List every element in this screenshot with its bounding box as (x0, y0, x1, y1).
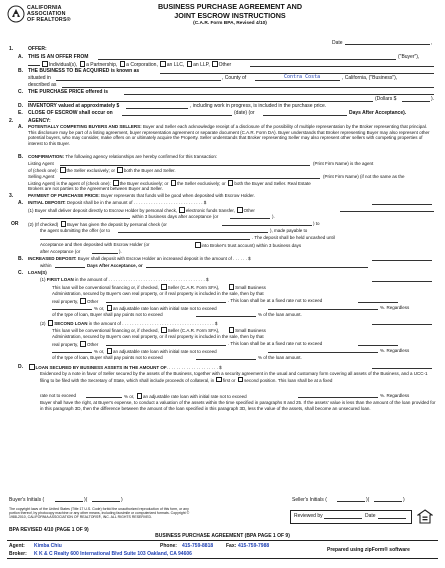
into-broker-label: into Broker's trust account) within 3 business days (201, 243, 302, 248)
initial-deposit-line (28, 200, 206, 205)
price-words-field-2[interactable] (28, 101, 373, 102)
page-title (130, 3, 330, 20)
d-regardless: %. Regardless (380, 393, 410, 398)
llc-checkbox[interactable] (160, 61, 166, 67)
offer-e-text: CLOSE OF ESCROW shall occur on (28, 110, 113, 116)
payment-heading: PAYMENT OF PURCHASE PRICE: (28, 193, 100, 198)
listing-agent-suffix: (Print Firm Name) is the agent (313, 161, 374, 166)
increased-deposit-line (28, 256, 251, 261)
c2-points-field[interactable] (196, 359, 256, 360)
buyer-initials-field-1[interactable] (55, 501, 83, 502)
agency-b-letter: B. (18, 154, 23, 160)
eft-checkbox[interactable] (179, 207, 185, 213)
agency-num: 2. (9, 118, 14, 124)
brokers-note: Brokers are not parties to the Agreement between Buyer and Seller. (28, 186, 163, 191)
eft-label: electronic funds transfer, (185, 208, 235, 213)
agent-submit-label: the agent submitting the offer (or to (40, 228, 110, 233)
a1-text: Buyer shall deliver deposit directly to Escrow Holder by personal check, (34, 208, 178, 213)
date-label: Date (332, 40, 343, 46)
agency-b-text: The following agency relationships are hereby confirmed for this transaction: (64, 154, 218, 159)
payment-num: 3. (9, 193, 14, 199)
logo-line3: OF REALTORS® (27, 17, 71, 23)
agency-heading: AGENCY: (28, 118, 51, 124)
offer-d-letter: D. (18, 103, 23, 109)
c1-admin-line: Administration, secured by Buyer's own real property, or if real property is included in the sale, then by that (52, 291, 264, 296)
assets-loan-field[interactable] (372, 368, 432, 369)
c1-pct-loan: % of the loan amount. (258, 312, 302, 317)
seller-exclusively-checkbox-2[interactable] (171, 180, 177, 186)
a2-rest: Buyer has given the deposit by personal check (or (67, 222, 167, 227)
c2-admin-line: Administration, secured by Buyer's own real property, or if real property is included in the sale, then by that (52, 334, 264, 339)
d-pct-adj: % or, (124, 394, 135, 399)
footer-top-rule (7, 540, 438, 541)
payment-c-letter: C. (18, 270, 23, 276)
check-one-label: of (check one): (28, 168, 58, 173)
rate-not-label: rate not to exceed (40, 393, 77, 398)
title-line1: BUSINESS PURCHASE AGREEMENT AND (157, 2, 303, 11)
a1-other-field[interactable] (340, 211, 434, 212)
other-entity-field[interactable] (250, 66, 434, 67)
individual-label: Individual(s), (48, 62, 78, 68)
payable-to-label: ), made payable to (270, 228, 308, 233)
increased-deposit-field[interactable] (372, 260, 432, 261)
a1-num: (1) (28, 208, 34, 213)
inventory-field[interactable] (126, 108, 188, 109)
second-loan-text: in the amount of . . . . . . . . . . . . . . . . . . . . . . . . . . . . . . . . . . . . . $ (87, 321, 218, 326)
agency-b-line (28, 154, 217, 159)
first-loan-num: (1) (40, 277, 46, 282)
phone-value: 415-759-8818 (182, 543, 214, 549)
second-loan-bold: SECOND LOAN (54, 321, 88, 326)
reviewed-date-field[interactable] (378, 518, 406, 519)
increased-deposit-text: Buyer shall deposit with Escrow Holder an increased deposit in the amount of . . . . . . $ (76, 256, 251, 261)
seller-initials-sep: )( (366, 497, 370, 503)
close-days-field[interactable] (263, 115, 347, 116)
other-entity-checkbox[interactable] (212, 61, 218, 67)
within-label: within (40, 263, 52, 268)
c1-pct-adj: % or, (94, 306, 105, 311)
or-label: OR (11, 221, 19, 227)
c2-p1-line (52, 327, 266, 333)
logo-line2: ASSOCIATION (27, 11, 66, 17)
reviewed-date-label: Date (365, 513, 376, 519)
c2-fixed-rate: . This loan shall be at a fixed rate not to exceed (228, 341, 323, 346)
seller-initials-label: Seller's Initials ( (292, 497, 327, 503)
within3-close: ). (272, 214, 275, 219)
c1-p1-line (52, 284, 266, 290)
first-position-label: first or (222, 377, 236, 383)
offer-num: 1. (9, 46, 14, 52)
c1-other-label: Other (86, 299, 99, 304)
broker-label: Broker: (9, 551, 27, 557)
dollars-label: (Dollars $ (375, 96, 397, 102)
entity-types (28, 61, 231, 68)
reviewed-by-label: Reviewed by (294, 513, 323, 519)
entity-blank[interactable] (28, 61, 40, 66)
c1-points-field[interactable] (196, 316, 256, 317)
c2-p1-text: This loan will be conventional financing or, if checked, (52, 328, 159, 333)
assets-loan-paragraph-2: Buyer shall have the right, at Buyer's expense, to conduct a valuation of the assets within the time specified in paragraphs 8 and 25. If the assets' value is less than the amount of the loan provided for in this paragraph 3D, then the difference between the amount of the loan specified in this paragraph 3D, less the value of the assets, shall become an unsecured loan. (40, 400, 436, 411)
c2-other-checkbox[interactable] (80, 341, 86, 347)
c1-rate-field-2[interactable] (52, 309, 92, 310)
buyer-suffix: ("Buyer"), (398, 54, 420, 60)
agent-name: Kimba Chiu (34, 543, 62, 549)
situated-label: situated in (28, 75, 51, 81)
agency-a-bold: POTENTIALLY COMPETING BUYERS AND SELLERS: (28, 124, 142, 129)
payment-b-letter: B. (18, 256, 23, 262)
rate-not-line (40, 393, 76, 398)
c1-fixed-rate: . This loan shall be at a fixed rate not to exceed (228, 298, 323, 303)
situated-field[interactable] (56, 80, 221, 81)
broker-value: K K & C Realty 600 International Blvd Suite 103 Oakland, CA 94606 (34, 551, 192, 557)
c1-fixed-rate-field[interactable] (358, 302, 398, 303)
price-words-field[interactable] (124, 94, 434, 95)
c1-small-bus-label: Small Business (235, 285, 266, 290)
into-broker-line (194, 242, 301, 248)
second-position-label: second position. This loan shall be at a fixed (244, 377, 333, 383)
offer-b-text: THE BUSINESS TO BE ACQUIRED is known as (28, 68, 140, 74)
offer-b-letter: B. (18, 68, 23, 74)
into-broker-checkbox[interactable] (195, 242, 201, 248)
llp-checkbox[interactable] (187, 61, 193, 67)
within3-label: within 3 business days after acceptance (or (132, 214, 219, 219)
assets-loan-bold: LOAN SECURED BY BUSINESS ASSETS IN THE AMOUNT OF (35, 365, 167, 370)
assets-loan-paragraph (40, 371, 436, 383)
first-loan-line (40, 277, 209, 282)
listing-check-line (28, 167, 176, 173)
phone-label: Phone: (160, 543, 177, 549)
a1-other-checkbox[interactable] (237, 207, 243, 213)
prepared-using: Prepared using zipForm® software (327, 547, 410, 553)
agency-b-bold: CONFIRMATION: (28, 154, 65, 159)
assets-loan-line (28, 364, 222, 370)
county-field[interactable] (255, 80, 340, 81)
bpa-revised: BPA REVISED 4/10 (PAGE 1 OF 9) (9, 527, 89, 533)
initial-deposit-bold: INITIAL DEPOSIT: (28, 200, 66, 205)
car-logo (7, 2, 87, 32)
after-accept-close: ). (119, 249, 122, 254)
a1-other-label: Other (243, 208, 255, 213)
fax-value: 415-759-7988 (238, 543, 270, 549)
listing-agent-field[interactable] (60, 165, 310, 166)
corporation-label: a Corporation, (126, 62, 158, 68)
c2-pct-loan: % of the loan amount. (258, 355, 302, 360)
agent-submit-field[interactable] (118, 232, 268, 233)
seller-exclusively-checkbox[interactable] (60, 167, 66, 173)
title-line2: JOINT ESCROW INSTRUCTIONS (174, 10, 286, 20)
buyer-exclusively-checkbox[interactable] (113, 180, 119, 186)
c2-adj-line (94, 348, 217, 354)
offer-e-letter: E. (18, 110, 23, 116)
c2-other-label: Other (86, 342, 99, 347)
a2-to: ) to (313, 221, 320, 226)
offer-d-suffix: , including work in progress, is included in the purchase price. (190, 103, 327, 109)
selling-agent-field[interactable] (60, 178, 320, 179)
assets-loan-text: Evidenced by a note in favor of Seller secured by the assets of the Business, together with a security agreement in the usual and customary form covering all assets of the Business, and a UCC-1 filing to be filed with the Secretary of State, which shall include proceeds of collateral, in (40, 371, 428, 383)
c2-regardless: %. Regardless (380, 348, 410, 353)
c1-small-bus-checkbox[interactable] (229, 284, 235, 290)
assets-loan-dots: . . . . . . . . . . . . . . . . . . . . . $ (166, 365, 222, 370)
c2-pct-adj: % or, (94, 349, 105, 354)
a2-check-field[interactable] (222, 225, 312, 226)
seller-initials-field-1[interactable] (337, 501, 365, 502)
llp-label: an LLP, (193, 62, 210, 68)
selling-agent-suffix: (Print Firm Name) (if not the same as the (323, 174, 405, 179)
first-loan-field[interactable] (372, 281, 432, 282)
buyer-initials-label: Buyer's Initials ( (9, 497, 45, 503)
a2-text: (If checked) (34, 222, 59, 227)
seller-exclusively-label: the Seller exclusively; or (66, 168, 116, 173)
c2-type-loan: of the type of loan, Buyer shall pay points not to exceed (52, 355, 163, 360)
c2-fixed-rate-field[interactable] (358, 345, 398, 346)
llc-label: an LLC, (166, 62, 185, 68)
a2-line (28, 221, 167, 227)
offer-e-mid: (date) (or (234, 110, 255, 116)
days-after-label: Days After Acceptance, or (87, 263, 143, 268)
initial-deposit-field[interactable] (372, 204, 432, 205)
form-subtitle: (C.A.R. Form BPA, Revised 4/10) (193, 21, 267, 26)
c1-p1-text: This loan will be conventional financing or, if checked, (52, 285, 159, 290)
first-loan-text: in the amount of . . . . . . . . . . . . . . . . . . . . . . . . . . . . . . . . . . . . . . . $ (73, 277, 209, 282)
after-accept-field[interactable] (92, 253, 118, 254)
c2-realprop-line (52, 341, 98, 347)
a1-other-field-2[interactable] (40, 218, 130, 219)
copyright-notice: The copyright laws of the United States (Title 17 U.S. Code) forbid the unauthorized reproduction of this form, or any portion thereof, by photocopy machine or any other means, including facsimile or computerized formats. Copyright © 1988-2010, CALIFORNIA ASSOCIATION OF REALTORS®, INC. ALL RIGHTS RESERVED. (9, 507, 190, 520)
c1-other-checkbox[interactable] (80, 298, 86, 304)
agency-a-text: Buyer and Seller each acknowledge receipt of a disclosure of the possibility of multiple representation by the Broker representing that principal. This disclosure may be part of a listing agreement, buyer representation agreement or separate document (C.A.R. Form DA). Buyer understands that Broker representing Buyer may also represent other potential buyers, who may consider, make offers on or ultimately acquire the Property. Seller understands that Broker representing Seller may also represent other sellers with competing properties of interest to this Buyer. (28, 124, 430, 146)
c1-regardless: %. Regardless (380, 305, 410, 310)
buyer-name-field[interactable] (98, 59, 396, 60)
footer-page-title: BUSINESS PURCHASE AGREEMENT (BPA PAGE 1 OF 9) (155, 533, 290, 539)
c1-adj-line (94, 305, 217, 311)
c2-real-prop-label: real property, (52, 342, 79, 347)
both-label-2: both the Buyer and Seller. Real Estate (234, 181, 311, 186)
c2-seller-fin-checkbox[interactable] (161, 327, 167, 333)
reviewed-by-field[interactable] (324, 518, 362, 519)
close-date-field[interactable] (122, 115, 232, 116)
offer-a-letter: A. (18, 54, 23, 60)
second-loan-checkbox[interactable] (48, 320, 54, 326)
c1-real-prop-label: real property, (52, 299, 79, 304)
county-value: Contra Costa (284, 74, 321, 80)
county-suffix: , California, ("Business"), (342, 75, 398, 81)
c2-other-field[interactable] (106, 345, 226, 346)
c1-adj-field[interactable] (268, 309, 378, 310)
second-loan-field[interactable] (372, 324, 432, 325)
a2-checkbox[interactable] (61, 221, 67, 227)
c2-small-bus-checkbox[interactable] (229, 327, 235, 333)
listing-agent-label: Listing Agent (28, 161, 54, 166)
both-checkbox-2[interactable] (228, 180, 234, 186)
seller-exclusively-label-2: the Seller exclusively; or (177, 181, 226, 186)
payment-heading-line (28, 193, 255, 198)
agency-a-letter: A. (18, 124, 23, 130)
both-label: both the Buyer and Seller. (123, 168, 176, 173)
after-accept-label: after Acceptance (or (40, 249, 81, 254)
dollars-close: ). (431, 96, 435, 102)
c1-adj-checkbox[interactable] (107, 305, 113, 311)
c2-adj-checkbox[interactable] (107, 348, 113, 354)
offer-heading: OFFER: (28, 46, 47, 52)
d-adj-line (124, 393, 247, 399)
initial-deposit-text: Deposit shall be in the amount of . . . . . . . . . . . . . . . . . . . . . . . . . . . . $ (65, 200, 207, 205)
c1-realprop-line (52, 298, 98, 304)
held-uncashed: . The deposit shall be held uncashed until (252, 235, 335, 240)
increased-deposit-bold: INCREASED DEPOSIT: (28, 256, 77, 261)
c2-seller-fin-label: Seller (C.A.R. Form SFA), (167, 328, 220, 333)
second-position-checkbox[interactable] (238, 377, 244, 383)
described-field[interactable] (62, 87, 434, 88)
fax-label: Fax: (226, 543, 237, 549)
footer-bottom-rule (7, 558, 438, 559)
equal-housing-icon (417, 509, 433, 524)
buyer-initials-close: ) (121, 497, 123, 503)
offer-e-suffix: Days After Acceptance). (349, 110, 407, 116)
logo-line1: CALIFORNIA (27, 5, 62, 11)
agent-label: Agent: (9, 543, 25, 549)
first-loan-bold: FIRST LOAN (46, 277, 74, 282)
c2-adj-field[interactable] (268, 352, 378, 353)
agency-a-paragraph (28, 124, 436, 146)
offer-d-text: INVENTORY valued at approximately $ (28, 103, 120, 109)
partnership-checkbox[interactable] (80, 61, 86, 67)
other-entity-label: Other (218, 62, 232, 68)
d-adj-field[interactable] (298, 397, 378, 398)
c2-rate-field-2[interactable] (52, 352, 92, 353)
loans-heading: LOAN(S) (28, 270, 47, 275)
seller-initials-close: ) (403, 497, 405, 503)
buyer-exclusively-label: the Buyer exclusively; or (119, 181, 169, 186)
d-adj-label: an adjustable rate loan with initial rate not to exceed (143, 394, 247, 399)
within-days-field[interactable] (55, 267, 85, 268)
days-after-field[interactable] (146, 267, 368, 268)
first-position-checkbox[interactable] (216, 377, 222, 383)
c1-seller-fin-checkbox[interactable] (161, 284, 167, 290)
c1-adj-label: an adjustable rate loan with initial rate not to exceed (113, 306, 217, 311)
second-loan-line (40, 320, 217, 326)
payment-a-letter: A. (18, 200, 23, 206)
d-rate-field[interactable] (86, 397, 122, 398)
selling-agent-label: Selling Agent (28, 174, 55, 179)
assets-loan-checkbox[interactable] (29, 364, 35, 370)
buyer-initials-sep: )( (84, 497, 88, 503)
c1-seller-fin-label: Seller (C.A.R. Form SFA), (167, 285, 220, 290)
corporation-checkbox[interactable] (120, 61, 126, 67)
d-adj-checkbox[interactable] (137, 393, 143, 399)
accept-deposit-label: Acceptance and then deposited with Escrow Holder (or (40, 242, 150, 247)
date-field[interactable] (345, 44, 430, 45)
offer-c-text: THE PURCHASE PRICE offered is (28, 89, 109, 95)
offer-a-text: THIS IS AN OFFER FROM (28, 54, 89, 60)
buyer-initials-field-2[interactable] (92, 501, 120, 502)
within3-field[interactable] (230, 218, 270, 219)
payment-heading-text: Buyer represents that funds will be good when deposited with Escrow Holder. (99, 193, 255, 198)
c2-adj-label: an adjustable rate loan with initial rate not to exceed (113, 349, 217, 354)
a1-line (28, 207, 255, 213)
listing-is-label: Listing Agent) is the agent of (check one): (28, 181, 111, 186)
second-loan-num: (2) (40, 321, 46, 326)
c2-small-bus-label: Small Business (235, 328, 266, 333)
a2-num: (2) (28, 222, 34, 227)
c1-other-field[interactable] (106, 302, 226, 303)
date-comma: , (431, 40, 433, 46)
payment-d-letter: D. (18, 364, 23, 370)
c1-type-loan: of the type of loan, Buyer shall pay points not to exceed (52, 312, 163, 317)
payable-to-field[interactable] (40, 239, 250, 240)
seller-initials-field-2[interactable] (374, 501, 402, 502)
individual-checkbox[interactable] (42, 61, 48, 67)
offer-c-letter: C. (18, 89, 23, 95)
price-number-field[interactable] (402, 101, 430, 102)
described-label: described as (28, 82, 57, 88)
partnership-label: a Partnership, (86, 62, 118, 68)
county-label: , County of (222, 75, 247, 81)
both-checkbox[interactable] (117, 167, 123, 173)
